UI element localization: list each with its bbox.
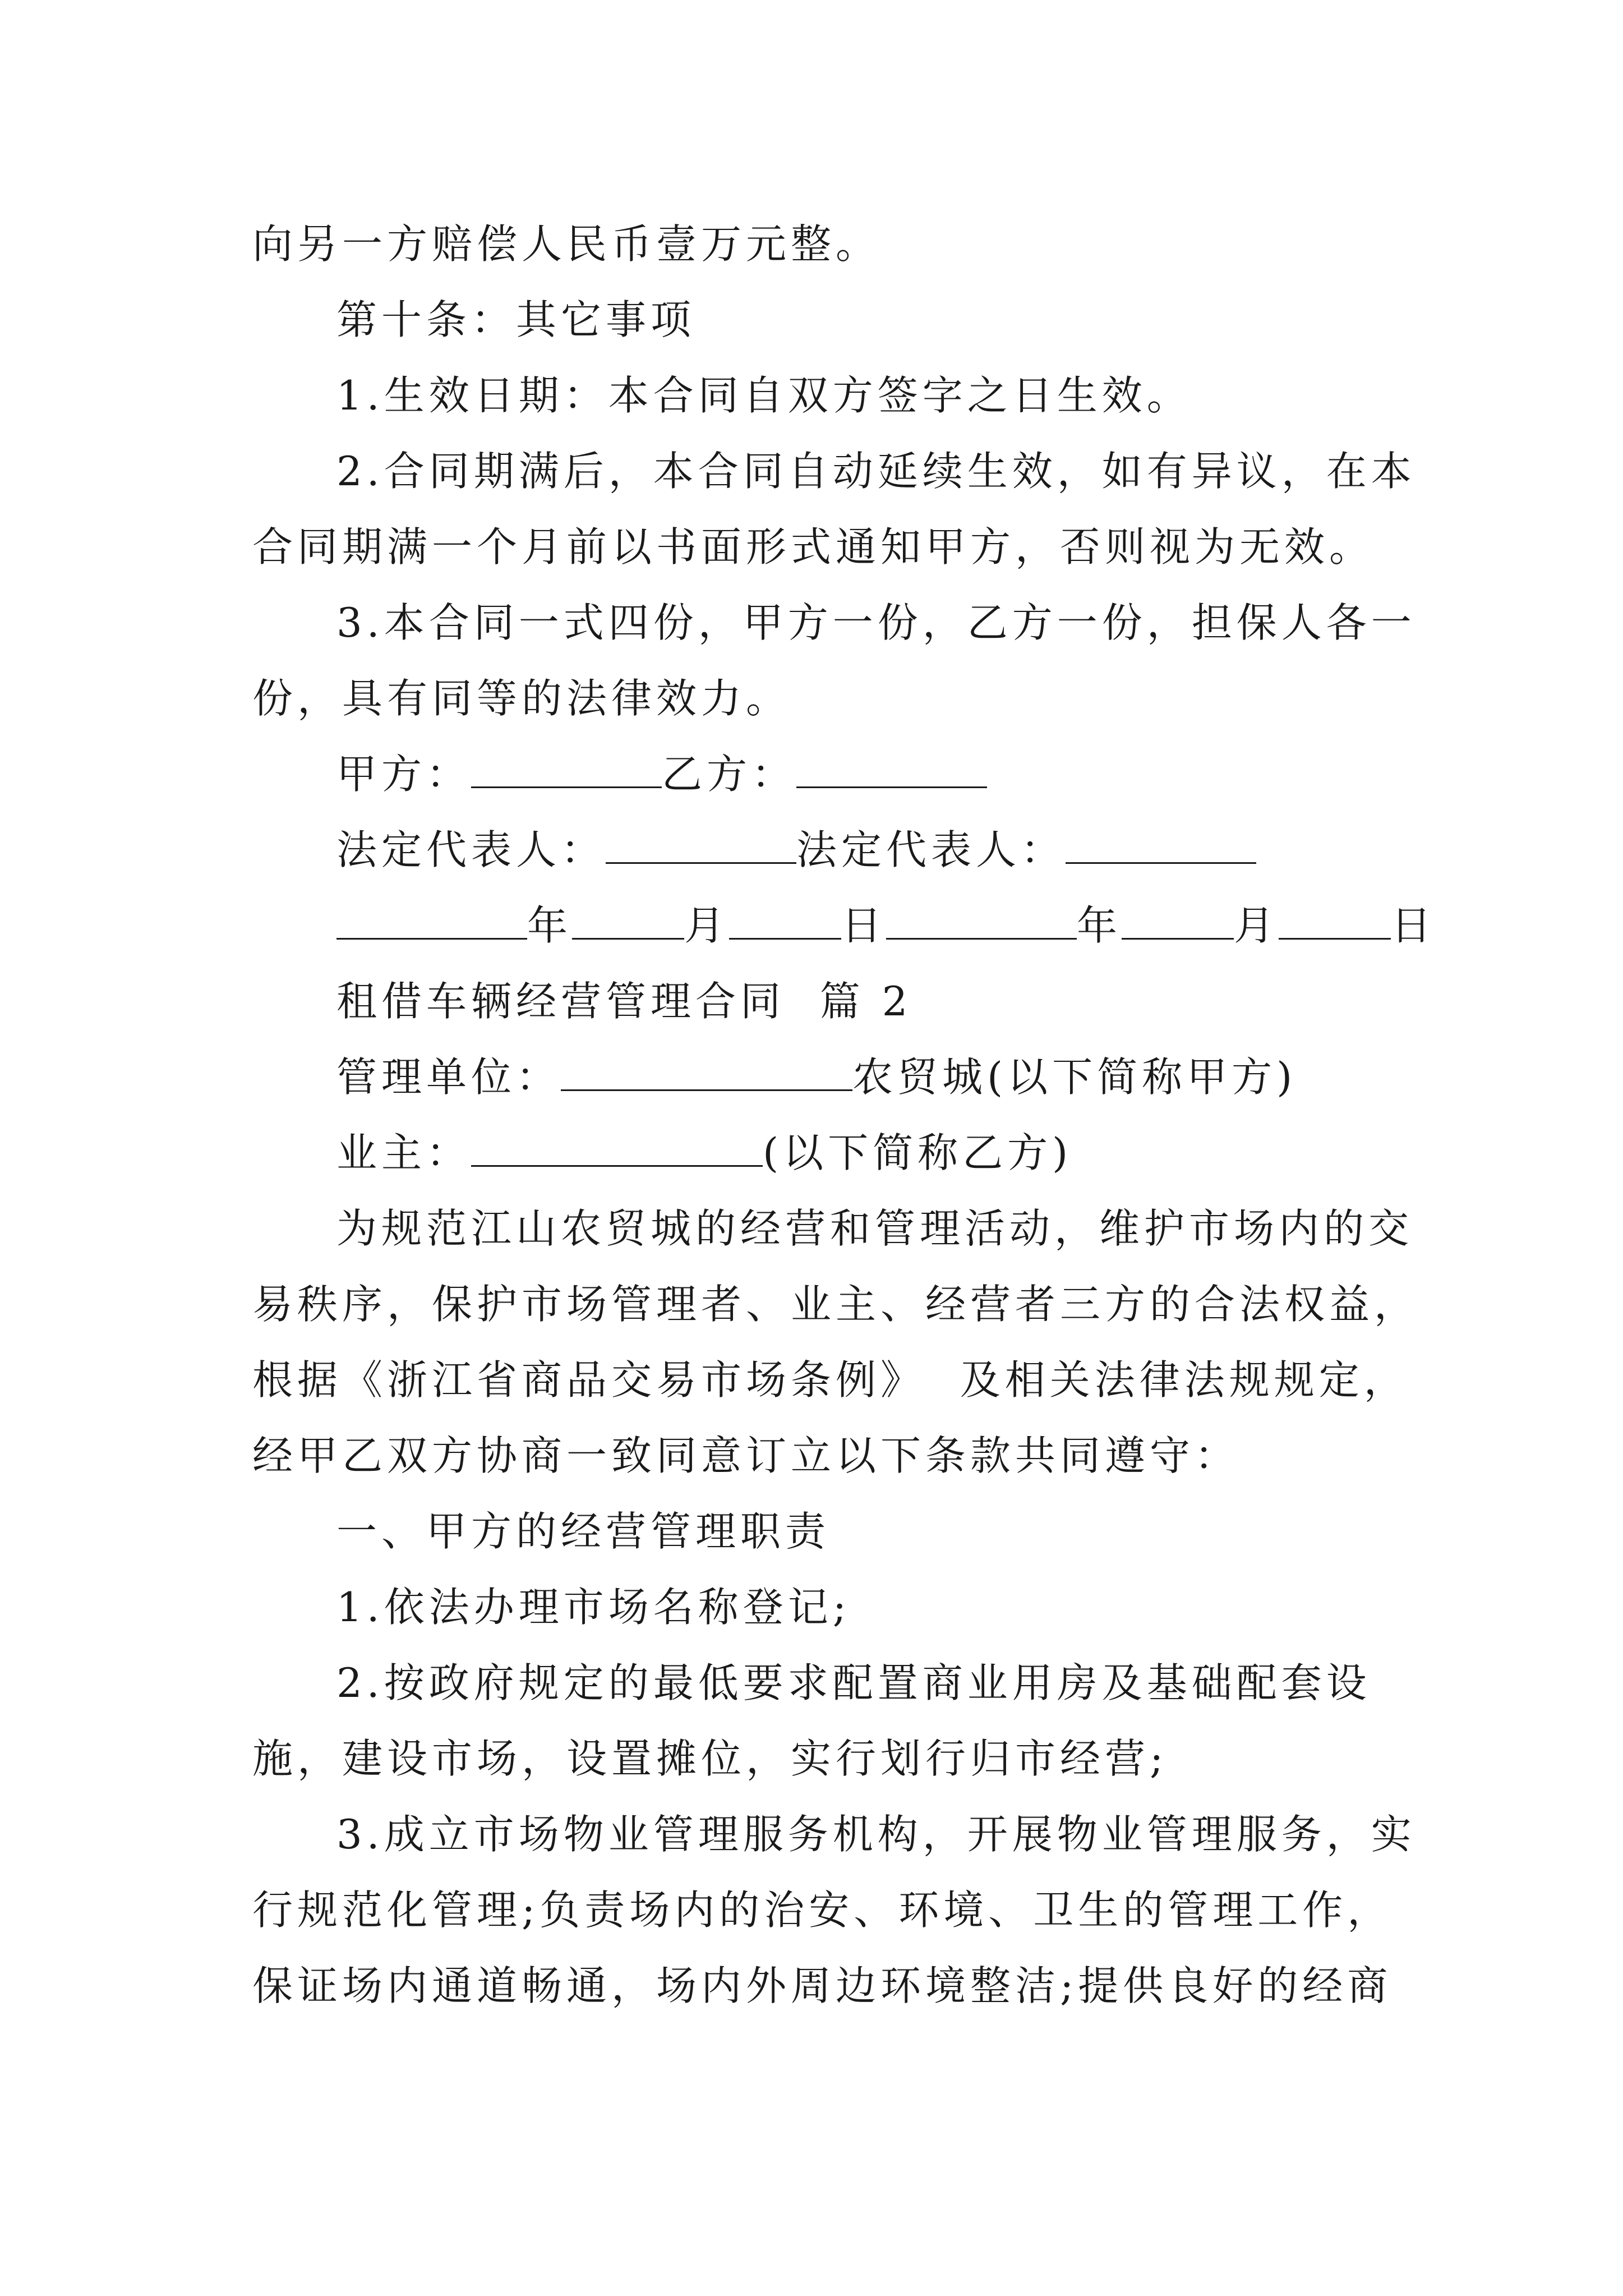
party-a-label: 甲方： — [336, 751, 472, 798]
owner-row — [336, 1125, 1072, 1181]
text-line: 份，具有同等的法律效力。 — [252, 675, 791, 722]
legal-rep-row — [336, 822, 1256, 878]
text-line: 合同期满一个月前以书面形式通知甲方，否则视为无效。 — [252, 523, 1375, 570]
owner-blank — [471, 1126, 763, 1167]
month-blank — [1122, 899, 1234, 940]
text-line: 易秩序，保护市场管理者、业主、经营者三方的合法权益， — [252, 1281, 1419, 1328]
year-label: 年 — [1077, 902, 1122, 949]
party-b-label: 乙方： — [662, 751, 797, 798]
day-label: 日 — [1391, 902, 1436, 949]
text-line: 1.依法办理市场名称登记; — [336, 1584, 851, 1631]
month-blank — [572, 899, 684, 940]
day-label: 日 — [841, 902, 887, 949]
text-line: 3.成立市场物业管理服务机构，开展物业管理服务，实 — [336, 1811, 1416, 1858]
text-line: 1.生效日期：本合同自双方签字之日生效。 — [336, 372, 1192, 419]
party-b-blank — [796, 747, 987, 788]
text-line: 根据《浙江省商品交易市场条例》 及相关法律法规规定， — [252, 1356, 1409, 1404]
text-line: 保证场内通道畅通，场内外周边环境整洁;提供良好的经商 — [252, 1962, 1393, 2009]
article-heading: 第十条：其它事项 — [336, 296, 696, 343]
year-blank — [886, 899, 1077, 940]
text-line: 经甲乙双方协商一致同意订立以下条款共同遵守： — [252, 1432, 1240, 1479]
section-title: 租借车辆经营管理合同 篇 2 — [336, 978, 912, 1025]
year-label: 年 — [527, 902, 573, 949]
management-unit-blank — [561, 1050, 852, 1091]
signature-parties-row — [336, 746, 987, 802]
text-line: 为规范江山农贸城的经营和管理活动，维护市场内的交 — [336, 1205, 1414, 1252]
subsection-heading: 一、甲方的经营管理职责 — [336, 1508, 831, 1555]
text-line: 向另一方赔偿人民币壹万元整。 — [252, 220, 881, 268]
day-blank — [1279, 899, 1391, 940]
legal-rep-b-blank — [1066, 823, 1256, 864]
text-line: 2.按政府规定的最低要求配置商业用房及基础配套设 — [336, 1659, 1371, 1706]
text-line: 2.合同期满后，本合同自动延续生效，如有异议，在本 — [336, 448, 1416, 495]
legal-rep-a-blank — [606, 823, 796, 864]
management-unit-label: 管理单位： — [336, 1053, 561, 1101]
owner-suffix: (以下简称乙方) — [763, 1129, 1073, 1176]
owner-label: 业主： — [336, 1129, 472, 1176]
text-line: 3.本合同一式四份，甲方一份，乙方一份，担保人各一 — [336, 599, 1416, 646]
month-label: 月 — [684, 902, 730, 949]
text-line: 行规范化管理;负责场内的治安、环境、卫生的管理工作， — [252, 1887, 1393, 1934]
legal-rep-b-label: 法定代表人： — [796, 826, 1066, 873]
management-unit-suffix: 农贸城(以下简称甲方) — [852, 1053, 1297, 1101]
text-line: 施，建设市场，设置摊位，实行划行归市经营; — [252, 1735, 1168, 1782]
legal-rep-a-label: 法定代表人： — [336, 826, 606, 873]
year-blank — [336, 899, 527, 940]
day-blank — [729, 899, 841, 940]
party-a-blank — [471, 747, 662, 788]
management-unit-row — [336, 1049, 1297, 1105]
month-label: 月 — [1234, 902, 1279, 949]
date-row — [336, 898, 1436, 954]
